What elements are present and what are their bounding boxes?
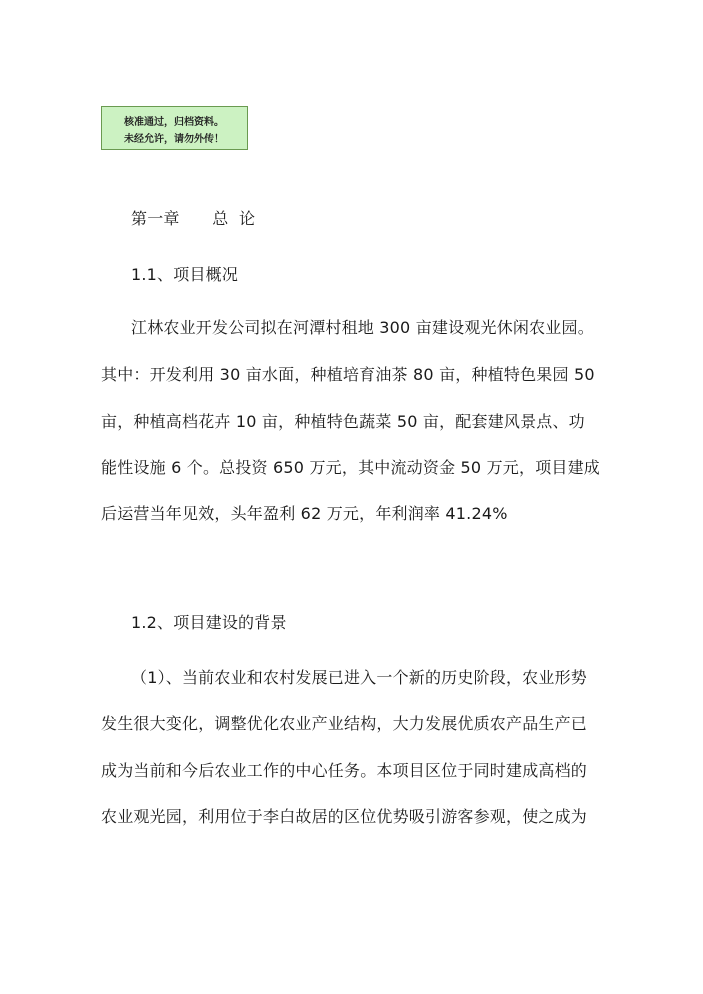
paragraph-line: 亩，种植高档花卉 10 亩，种植特色蔬菜 50 亩，配套建风景点、功	[101, 412, 585, 431]
paragraph-line: 成为当前和今后农业工作的中心任务。本项目区位于同时建成高档的	[101, 761, 588, 780]
paragraph-line: 后运营当年见效，头年盈利 62 万元，年利润率 41.24%	[101, 504, 508, 523]
paragraph-line: 江林农业开发公司拟在河潭村租地 300 亩建设观光休闲农业园。	[131, 318, 594, 337]
chapter-name: 总 论	[212, 209, 256, 228]
paragraph-line: （1）、当前农业和农村发展已进入一个新的历史阶段，农业形势	[131, 668, 587, 687]
paragraph-line: 农业观光园，利用位于李白故居的区位优势吸引游客参观，使之成为	[101, 807, 588, 826]
chapter-title	[131, 206, 255, 229]
paragraph-line: 能性设施 6 个。总投资 650 万元，其中流动资金 50 万元，项目建成	[101, 458, 600, 477]
stamp-line-1: 核准通过，归档资料。	[124, 117, 224, 128]
stamp-line-2: 未经允许，请勿外传！	[124, 134, 224, 145]
paragraph-line: 发生很大变化，调整优化农业产业结构，大力发展优质农产品生产已	[101, 714, 588, 733]
section-heading-1-2: 1.2、项目建设的背景	[131, 613, 287, 632]
paragraph-line: 其中：开发利用 30 亩水面，种植培育油茶 80 亩，种植特色果园 50	[101, 365, 595, 384]
section-heading-1-1: 1.1、项目概况	[131, 265, 239, 284]
approval-stamp	[101, 106, 248, 150]
chapter-number: 第一章	[131, 209, 180, 228]
